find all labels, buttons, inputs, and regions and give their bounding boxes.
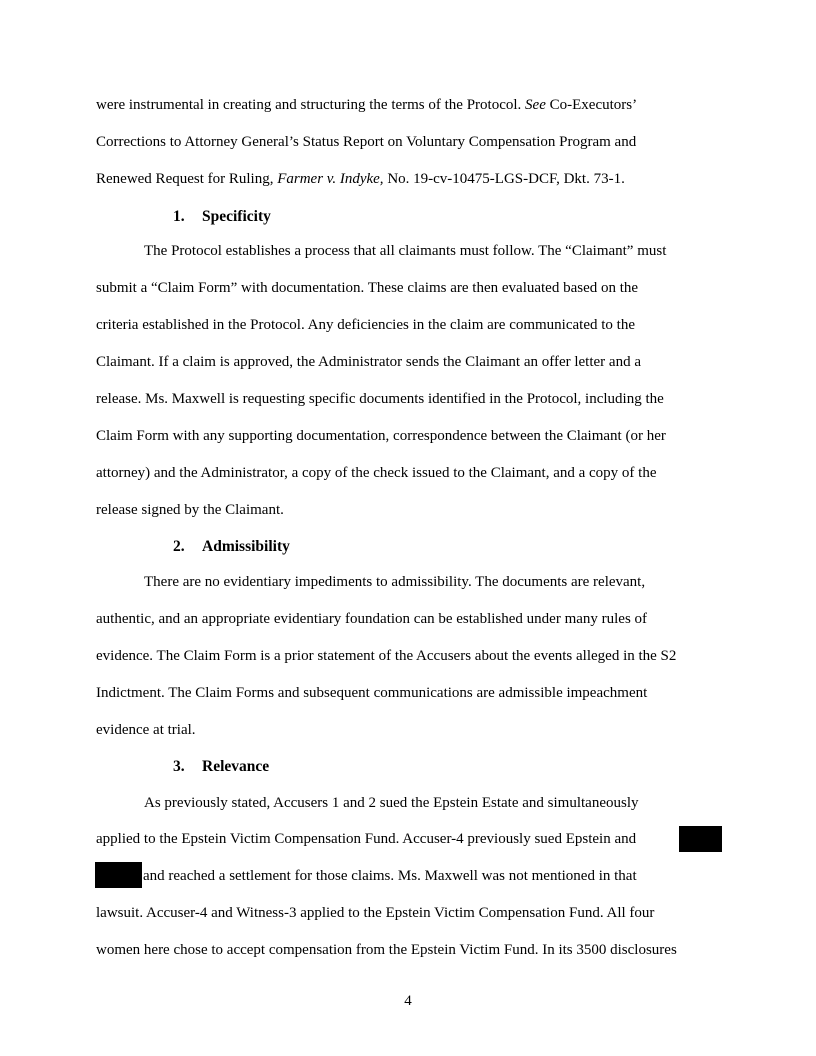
body-line: Indictment. The Claim Forms and subsequent communications are admissible impeachment: [96, 685, 648, 701]
section-title: Relevance: [202, 758, 270, 775]
body-line: [96, 170, 625, 188]
body-line: release. Ms. Maxwell is requesting specific documents identified in the Protocol, including the: [96, 391, 664, 407]
text-span: were instrumental in creating and structuring the terms of the Protocol.: [96, 97, 526, 113]
body-line: The Protocol establishes a process that all claimants must follow. The “Claimant” must: [144, 243, 667, 259]
text-span: Co-Executors’: [545, 97, 638, 113]
text-span: Renewed Request for Ruling,: [96, 171, 278, 187]
page-number: 4: [404, 993, 412, 1009]
section-heading-admissibility: [173, 538, 290, 556]
body-line: As previously stated, Accusers 1 and 2 sued the Epstein Estate and simultaneously: [144, 795, 639, 811]
body-line: applied to the Epstein Victim Compensation Fund. Accuser-4 previously sued Epstein and: [96, 831, 637, 847]
body-line: women here chose to accept compensation from the Epstein Victim Fund. In its 3500 disclosures: [96, 942, 677, 958]
body-line: Claim Form with any supporting documentation, correspondence between the Claimant (or her: [96, 428, 666, 444]
redaction-block: [95, 862, 142, 888]
body-line: and reached a settlement for those claims. Ms. Maxwell was not mentioned in that: [143, 868, 637, 884]
section-heading-relevance: [173, 758, 269, 776]
text-span: No. 19-cv-10475-LGS-DCF, Dkt. 73-1.: [383, 171, 625, 187]
body-line: evidence at trial.: [96, 722, 196, 738]
body-line: Corrections to Attorney General’s Status Report on Voluntary Compensation Program and: [96, 134, 637, 150]
body-line: evidence. The Claim Form is a prior statement of the Accusers about the events alleged in the S2: [96, 648, 677, 664]
case-citation: Farmer v. Indyke,: [277, 171, 384, 187]
body-line: Claimant. If a claim is approved, the Administrator sends the Claimant an offer letter and a: [96, 354, 641, 370]
section-heading-specificity: [173, 208, 271, 226]
body-line: attorney) and the Administrator, a copy of the check issued to the Claimant, and a copy of the: [96, 465, 657, 481]
section-title: Admissibility: [202, 538, 290, 555]
body-line: release signed by the Claimant.: [96, 502, 284, 518]
body-line: authentic, and an appropriate evidentiary foundation can be established under many rules of: [96, 611, 648, 627]
body-line: lawsuit. Accuser-4 and Witness-3 applied to the Epstein Victim Compensation Fund. All four: [96, 905, 655, 921]
italic-see: See: [525, 97, 546, 113]
section-number: 3.: [173, 758, 185, 775]
section-number: 2.: [173, 538, 185, 555]
redaction-block: [679, 826, 722, 852]
body-line: [96, 96, 637, 114]
section-title: Specificity: [202, 208, 271, 225]
section-number: 1.: [173, 208, 185, 225]
body-line: criteria established in the Protocol. Any deficiencies in the claim are communicated to the: [96, 317, 635, 333]
body-line: There are no evidentiary impediments to admissibility. The documents are relevant,: [144, 574, 646, 590]
body-line: submit a “Claim Form” with documentation. These claims are then evaluated based on the: [96, 280, 639, 296]
